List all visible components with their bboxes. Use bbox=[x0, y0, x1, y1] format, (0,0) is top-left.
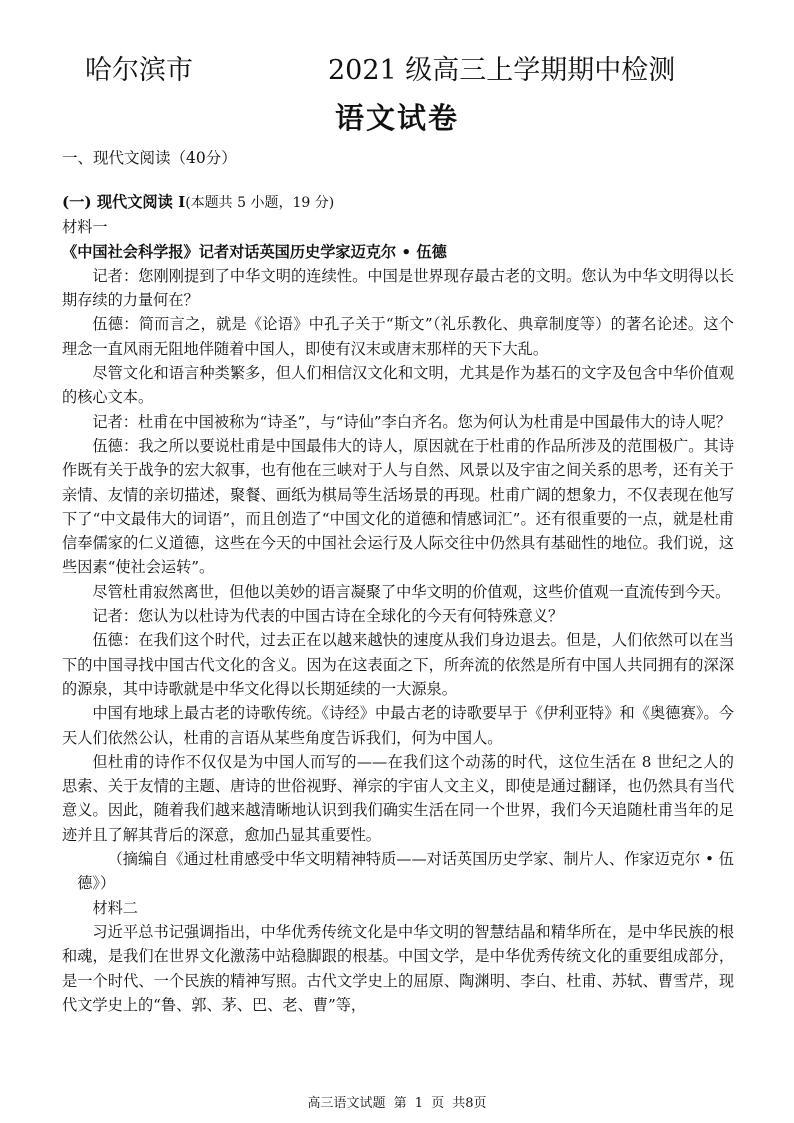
subsection-title: (一) 现代文阅读 I bbox=[62, 193, 186, 211]
exam-header bbox=[85, 48, 735, 84]
paragraph: 但杜甫的诗作不仅仅是为中国人而写的——在我们这个动荡的时代，这位生活在 8 世纪之人的思索、关于友情的主题、唐诗的世俗视野、禅宗的宇宙人文主义，即使是通过翻译，也仍然具有当代意义。因此，随着我们越来越清晰地认识到我们确实生活在同一个世界，我们今天追随杜甫当年的足迹并且了解其背后的深意，愈加凸显其重要性。 bbox=[62, 752, 734, 844]
paragraph: 尽管杜甫寂然离世，但他以美妙的语言凝聚了中华文明的价值观，这些价值观一直流传到今天。 bbox=[92, 582, 731, 601]
paragraph: 伍德：简而言之，就是《论语》中孔子关于“斯文”（礼乐教化、典章制度等）的著名论述。这个理念一直风雨无阻地伴随着中国人，即使有汉末或唐末那样的天下大乱。 bbox=[62, 315, 734, 358]
source-citation: （摘编自《通过杜甫感受中华文明精神特质——对话英国历史学家、制片人、作家迈克尔 • 伍德》） bbox=[77, 850, 734, 893]
material-label: 材料二 bbox=[92, 898, 138, 917]
paragraph: 记者：您刚刚提到了中华文明的连续性。中国是世界现存最古老的文明。您认为中华文明得以长期存续的力量何在？ bbox=[62, 266, 734, 310]
paragraph: 伍德：我之所以要说杜甫是中国最伟大的诗人，原因就在于杜甫的作品所涉及的范围极广。其诗作既有关于战争的宏大叙事，也有他在三峡对于人与自然、风景以及宇宙之间关系的思考，还有关于亲情、友情的亲切描述，聚餐、画纸为棋局等生活场景的再现。杜甫广阔的想象力，不仅表现在他写下了“中文最伟大的词语”，而且创造了“中国文化的道德和情感词汇”。还有很重要的一点，就是杜甫信奉儒家的仁义道德，这些在今天的中国社会运行及人际交往中仍然具有基础性的地位。我们说，这些因素“使社会运转”。 bbox=[62, 436, 734, 577]
paragraph: 习近平总书记强调指出，中华优秀传统文化是中华文明的智慧结晶和精华所在，是中华民族的根和魂，是我们在世界文化激荡中站稳脚跟的根基。中国文学，是中华优秀传统文化的重要组成部分，是一个时代、一个民族的精神写照。古代文学史上的屈原、陶渊明、李白、杜甫、苏轼、曹雪芹，现代文学史上的“鲁、郭、茅、巴、老、曹”等， bbox=[62, 922, 734, 1014]
reading-body bbox=[62, 190, 734, 1017]
paragraph: 中国有地球上最古老的诗歌传统。《诗经》中最古老的诗歌要早于《伊利亚特》和《奥德赛》。今天人们依然公认，杜甫的言语从某些角度告诉我们，何为中国人。 bbox=[62, 704, 734, 747]
paragraph: 记者：您认为以杜诗为代表的中国古诗在全球化的今天有何特殊意义？ bbox=[92, 607, 564, 626]
paper-subtitle: 语文试卷 bbox=[334, 101, 459, 135]
paragraph: 尽管文化和语言种类繁多，但人们相信汉文化和文明，尤其是作为基石的文字及包含中华价值观的核心文本。 bbox=[62, 364, 734, 407]
page-footer: 高三语文试题 第 1 页 共8页 bbox=[307, 1096, 487, 1111]
subsection-heading bbox=[62, 190, 734, 215]
paragraph: 记者：杜甫在中国被称为“诗圣”，与“诗仙”李白齐名。您为何认为杜甫是中国最伟大的诗人呢？ bbox=[92, 412, 731, 431]
section-heading: 一、现代文阅读（40分） bbox=[62, 149, 237, 167]
subsection-note: (本题共 5 小题，19 分) bbox=[185, 195, 335, 211]
city-name: 哈尔滨市 bbox=[85, 55, 193, 86]
material-label: 材料一 bbox=[62, 218, 108, 237]
exam-title: 2021 级高三上学期期中检测 bbox=[328, 55, 676, 86]
paragraph: 伍德：在我们这个时代，过去正在以越来越快的速度从我们身边退去。但是，人们依然可以在当下的中国寻找中国古代文化的含义。因为在这表面之下，所奔流的依然是所有中国人共同拥有的深深的源泉，其中诗歌就是中华文化得以长期延续的一大源泉。 bbox=[62, 631, 734, 698]
material-title: 《中国社会科学报》记者对话英国历史学家迈克尔 • 伍德 bbox=[62, 242, 447, 261]
